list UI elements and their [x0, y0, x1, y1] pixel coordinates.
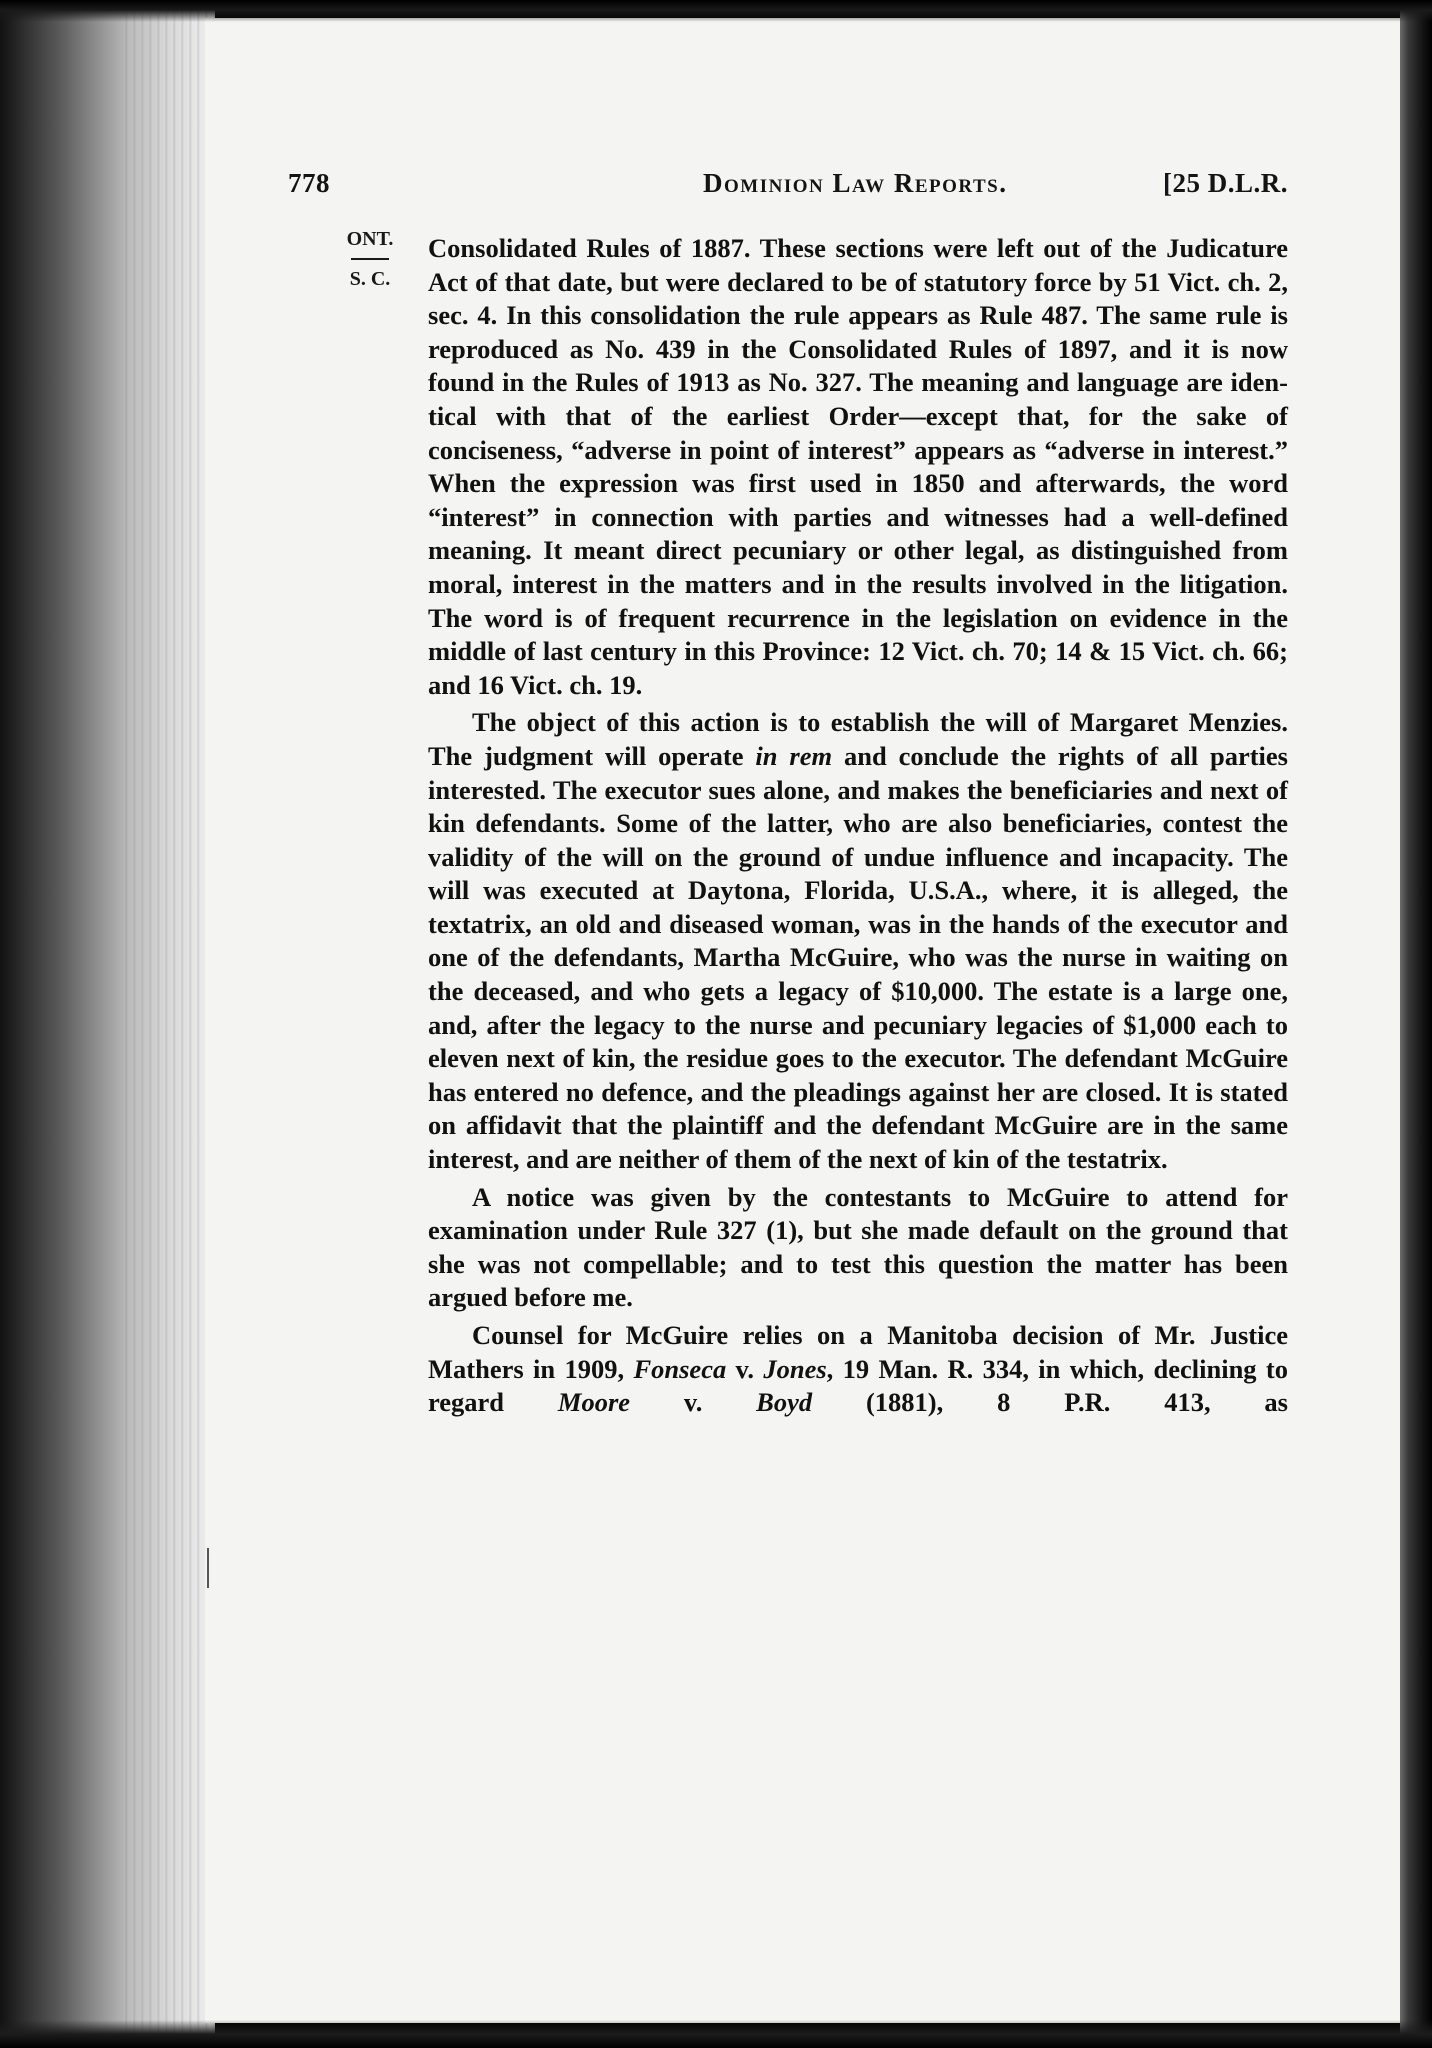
stray-scan-mark: [207, 1548, 209, 1588]
margin-rule: [351, 258, 389, 260]
italic-segment: Jones: [763, 1353, 827, 1384]
paragraph: [428, 1181, 1288, 1315]
text-segment: A notice was given by the contestants to McGuire to attend for examination under Rule 327 (1), but she made default on the ground that she was not compellable; and to test this question the matter has been argued before me.: [428, 1181, 1288, 1313]
jurisdiction-note: ONT.: [346, 228, 394, 250]
page-number: 778: [288, 168, 330, 198]
paragraph: [428, 706, 1288, 1176]
text-segment: Consolidated Rules of 1887. These sections were left out of the Judicature Act of that date, but were declared to be of statutory force by 51 Vict. ch. 2, sec. 4. In this consolidation the rule appears as Rule 487. The same rule is reproduced as No. 439 in the Consolidated Rules of 1897, and it is now found in the Rules of 1913 as No. 327. The meaning and language are identical with that of the earliest Order—except that, for the sake of conciseness, “adverse in point of interest” appears as “adverse in interest.” When the expression was first used in 1850 and afterwards, the word “interest” in connection with parties and witnesses had a well-defined meaning. It meant direct pecuniary or other legal, as distinguished from moral, interest in the matters and in the results involved in the litigation. The word is of frequent recurrence in the legislation on evidence in the middle of last century in this Province: 12 Vict. ch. 70; 14 & 15 Vict. ch. 66; and 16 Vict. ch. 19.: [428, 233, 1288, 700]
court-note: S. C.: [349, 268, 391, 290]
running-title: Dominion Law Reports.: [703, 168, 1008, 198]
text-segment: v.: [726, 1353, 764, 1384]
page-edge-lines: [120, 0, 215, 2048]
italic-segment: Moore: [557, 1387, 631, 1418]
margin-notes: [330, 226, 410, 292]
italic-segment: in rem: [755, 740, 833, 771]
text-segment: Counsel for McGuire relies on a Manitoba decision of Mr. Justice Mathers in 1909,: [428, 1320, 1288, 1384]
bottom-scan-border: [0, 2020, 1432, 2048]
right-page-edge: [1400, 0, 1432, 2048]
italic-segment: Boyd: [756, 1387, 813, 1418]
top-scan-border: [0, 0, 1432, 22]
paragraph: [428, 232, 1288, 702]
text-segment: The object of this action is to establish the will of Margaret Menzies. The judgment will operate: [428, 707, 1288, 771]
text-segment: and conclude the rights of all parties interested. The executor sues alone, and makes the beneficiaries and next of kin defendants. Some of the latter, who are also beneficiaries, contest the validity of the will on the ground of undue influence and incapacity. The will was executed at Daytona, Florida, U.S.A., where, it is alleged, the textatrix, an old and diseased woman, was in the hands of the executor and one of the defendants, Martha McGuire, who was the nurse in waiting on the deceased, and who gets a legacy of $10,000. The estate is a large one, and, after the legacy to the nurse and pecuniary legacies of $1,000 each to eleven next of kin, the residue goes to the executor. The defendant McGuire has entered no defence, and the pleadings against her are closed. It is stated on affidavit that the plaintiff and the defendant McGuire are in the same interest, and are neither of them of the next of kin of the testatrix.: [428, 740, 1288, 1175]
text-segment: , 19 Man. R. 334, in which, declining to regard: [428, 1353, 1288, 1418]
body-text: [428, 232, 1288, 1420]
text-segment: v.: [630, 1387, 757, 1418]
text-segment: (1881), 8 P.R. 413, as: [812, 1387, 1288, 1418]
volume-citation: [25 D.L.R.: [1163, 168, 1288, 198]
paragraph: [428, 1319, 1288, 1420]
italic-segment: Fonseca: [633, 1353, 727, 1384]
running-header: [288, 168, 1288, 208]
